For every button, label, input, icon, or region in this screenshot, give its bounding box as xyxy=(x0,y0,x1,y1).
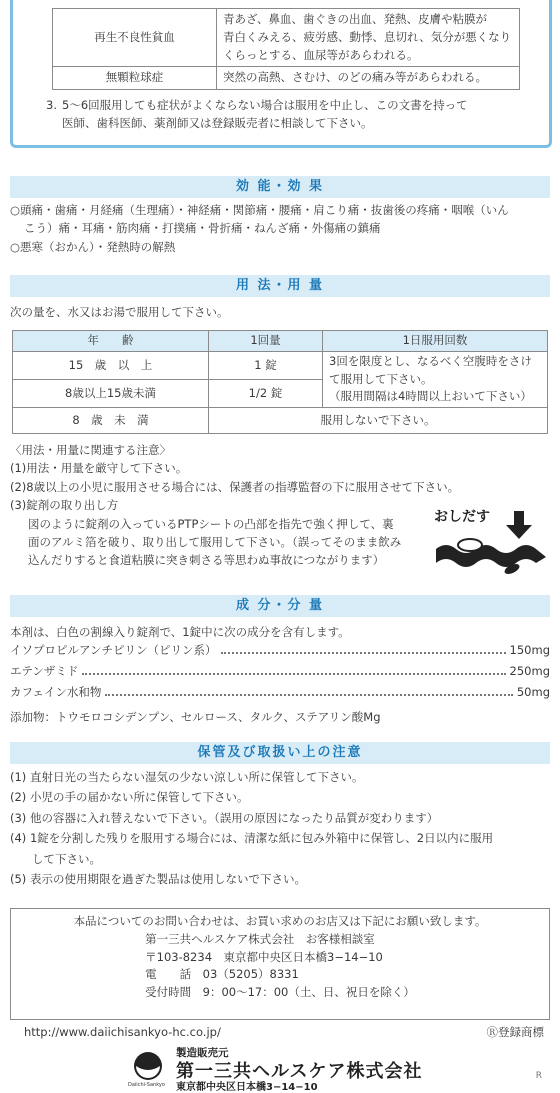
condition-symptoms: 青あざ、鼻血、歯ぐきの出血、発熱、皮膚や粘膜が 青白くみえる、疲労感、動悸、息切れ、気分が悪くなり くらっとする、血尿等があらわれる。 xyxy=(217,9,520,67)
ingredient-name: カフェイン水和物 xyxy=(10,684,102,699)
table-header-row xyxy=(13,331,548,352)
age-cell: 8 歳 未 満 xyxy=(13,408,209,434)
header-age: 年 齢 xyxy=(13,331,209,352)
dot-leader xyxy=(221,652,506,654)
dosage-notes: 〈用法・用量に関連する注意〉 (1)用法・用量を厳守して下さい。 (2)8歳以上の小児に服用させる場合には、保護者の指導監督の下に服用させて下さい。 (3)錠剤の取り出し方 図のように錠剤の入っているPTPシートの凸部を指先で強く押して、裏 面のアルミ箔を破り、取り出して服用して下さい。（誤ってそのまま飲み 込んだりすると食道粘膜に突き刺さる等思わぬ事故につながります） xyxy=(10,441,550,570)
table-row xyxy=(53,67,520,90)
trademark-note: Ⓡ登録商標 xyxy=(486,1025,544,1039)
table-row xyxy=(13,408,548,434)
dot-leader xyxy=(82,673,505,675)
dose-table xyxy=(12,330,548,434)
section-efficacy-title: 効 能・効 果 xyxy=(10,176,550,198)
website-link[interactable]: http://www.daiichisankyo-hc.co.jp/ xyxy=(24,1025,221,1039)
contact-box xyxy=(10,908,550,1020)
ingredient-amount: 250mg xyxy=(509,663,550,678)
dot-leader xyxy=(105,694,512,696)
age-cell: 8歳以上15歳未満 xyxy=(13,380,209,408)
section-dosage-title: 用 法・用 量 xyxy=(10,275,550,297)
condition-name: 無顆粒球症 xyxy=(53,67,217,90)
corner-mark: R xyxy=(535,1071,542,1081)
side-effects-table xyxy=(52,8,520,90)
company-logo-block xyxy=(128,1046,448,1093)
company-name: 第一三共ヘルスケア株式会社 xyxy=(176,1061,423,1082)
contact-details: 第一三共ヘルスケア株式会社 お客様相談室 〒103-8234 東京都中央区日本橋3−14−10 電 話 03（5205）8331 受付時間 9：00〜17：00（土、日、祝日を除く） xyxy=(145,931,415,1000)
ingredient-row xyxy=(10,662,550,680)
amount-cell: 1/2 錠 xyxy=(209,380,323,408)
logo-sublabel: Daiichi-Sankyo xyxy=(128,1082,165,1088)
storage-list: (1) 直射日光の当たらない湿気の少ない涼しい所に保管して下さい。 (2) 小児の手の届かない所に保管して下さい。 (3) 他の容器に入れ替えないで下さい。（誤用の原因になったり品質が変わります） (4) 1錠を分割した残りを服用する場合には、清潔な紙に包み外箱中に保管し、2日以内に服用 して下さい。 (5) 表示の使用期限を過ぎた製品は使用しないで下さい。 xyxy=(10,770,494,887)
ptp-illustration xyxy=(434,507,552,577)
ingredient-row xyxy=(10,683,550,701)
table-row xyxy=(53,9,520,67)
push-label: おしだす xyxy=(434,509,490,525)
condition-name: 再生不良性貧血 xyxy=(53,9,217,67)
contact-intro: 本品についてのお問い合わせは、お買い求めのお店又は下記にお願い致します。 xyxy=(73,914,487,928)
table-row xyxy=(13,351,548,379)
under8-cell: 服用しないで下さい。 xyxy=(209,408,548,434)
header-times: 1日服用回数 xyxy=(323,331,548,352)
ingredient-amount: 50mg xyxy=(516,684,550,699)
age-cell: 15 歳 以 上 xyxy=(13,351,209,379)
note-3: 3. 5～6回服用しても症状がよくならない場合は服用を中止し、この文書を持って 医師、歯科医師、薬剤師又は登録販売者に相談して下さい。 xyxy=(46,98,468,131)
amount-cell: 1 錠 xyxy=(209,351,323,379)
maker-label: 製造販売元 xyxy=(176,1047,229,1059)
times-cell: 3回を限度とし、なるべく空腹時をさけ て服用して下さい。 （服用間隔は4時間以上おいて下さい） xyxy=(323,351,548,407)
ingredients-intro: 本剤は、白色の割線入り錠剤で、1錠中に次の成分を含有します。 xyxy=(10,625,350,639)
header-amount: 1回量 xyxy=(209,331,323,352)
company-address: 東京都中央区日本橋3−14−10 xyxy=(176,1082,318,1093)
additives: 添加物：トウモロコシデンプン、セルロース、タルク、ステアリン酸Mg xyxy=(10,710,381,724)
ptp-instructions: 図のように錠剤の入っているPTPシートの凸部を指先で強く押して、裏 面のアルミ箔を破り、取り出して服用して下さい。（誤ってそのまま飲み 込んだりすると食道粘膜に突き刺さる等思わぬ事故につながります） xyxy=(28,516,402,568)
ingredient-row xyxy=(10,641,550,659)
section-ingredients-title: 成 分・分 量 xyxy=(10,595,550,617)
ingredient-name: エテンザミド xyxy=(10,663,79,678)
efficacy-list: ○頭痛・歯痛・月経痛（生理痛）・神経痛・関節痛・腰痛・肩こり痛・抜歯後の疼痛・咽喉（いん こう）痛・耳痛・筋肉痛・打撲痛・骨折痛・ねんざ痛・外傷痛の鎮痛 ○悪寒（おかん）・発熱時の解熱 xyxy=(10,203,509,254)
dosage-intro: 次の量を、水又はお湯で服用して下さい。 xyxy=(10,305,229,319)
condition-symptoms: 突然の高熱、さむけ、のどの痛み等があらわれる。 xyxy=(217,67,520,90)
section-storage-title: 保管及び取扱い上の注意 xyxy=(10,742,550,764)
ingredient-name: イソプロピルアンチピリン（ピリン系） xyxy=(10,642,217,657)
ingredient-amount: 150mg xyxy=(509,642,550,657)
